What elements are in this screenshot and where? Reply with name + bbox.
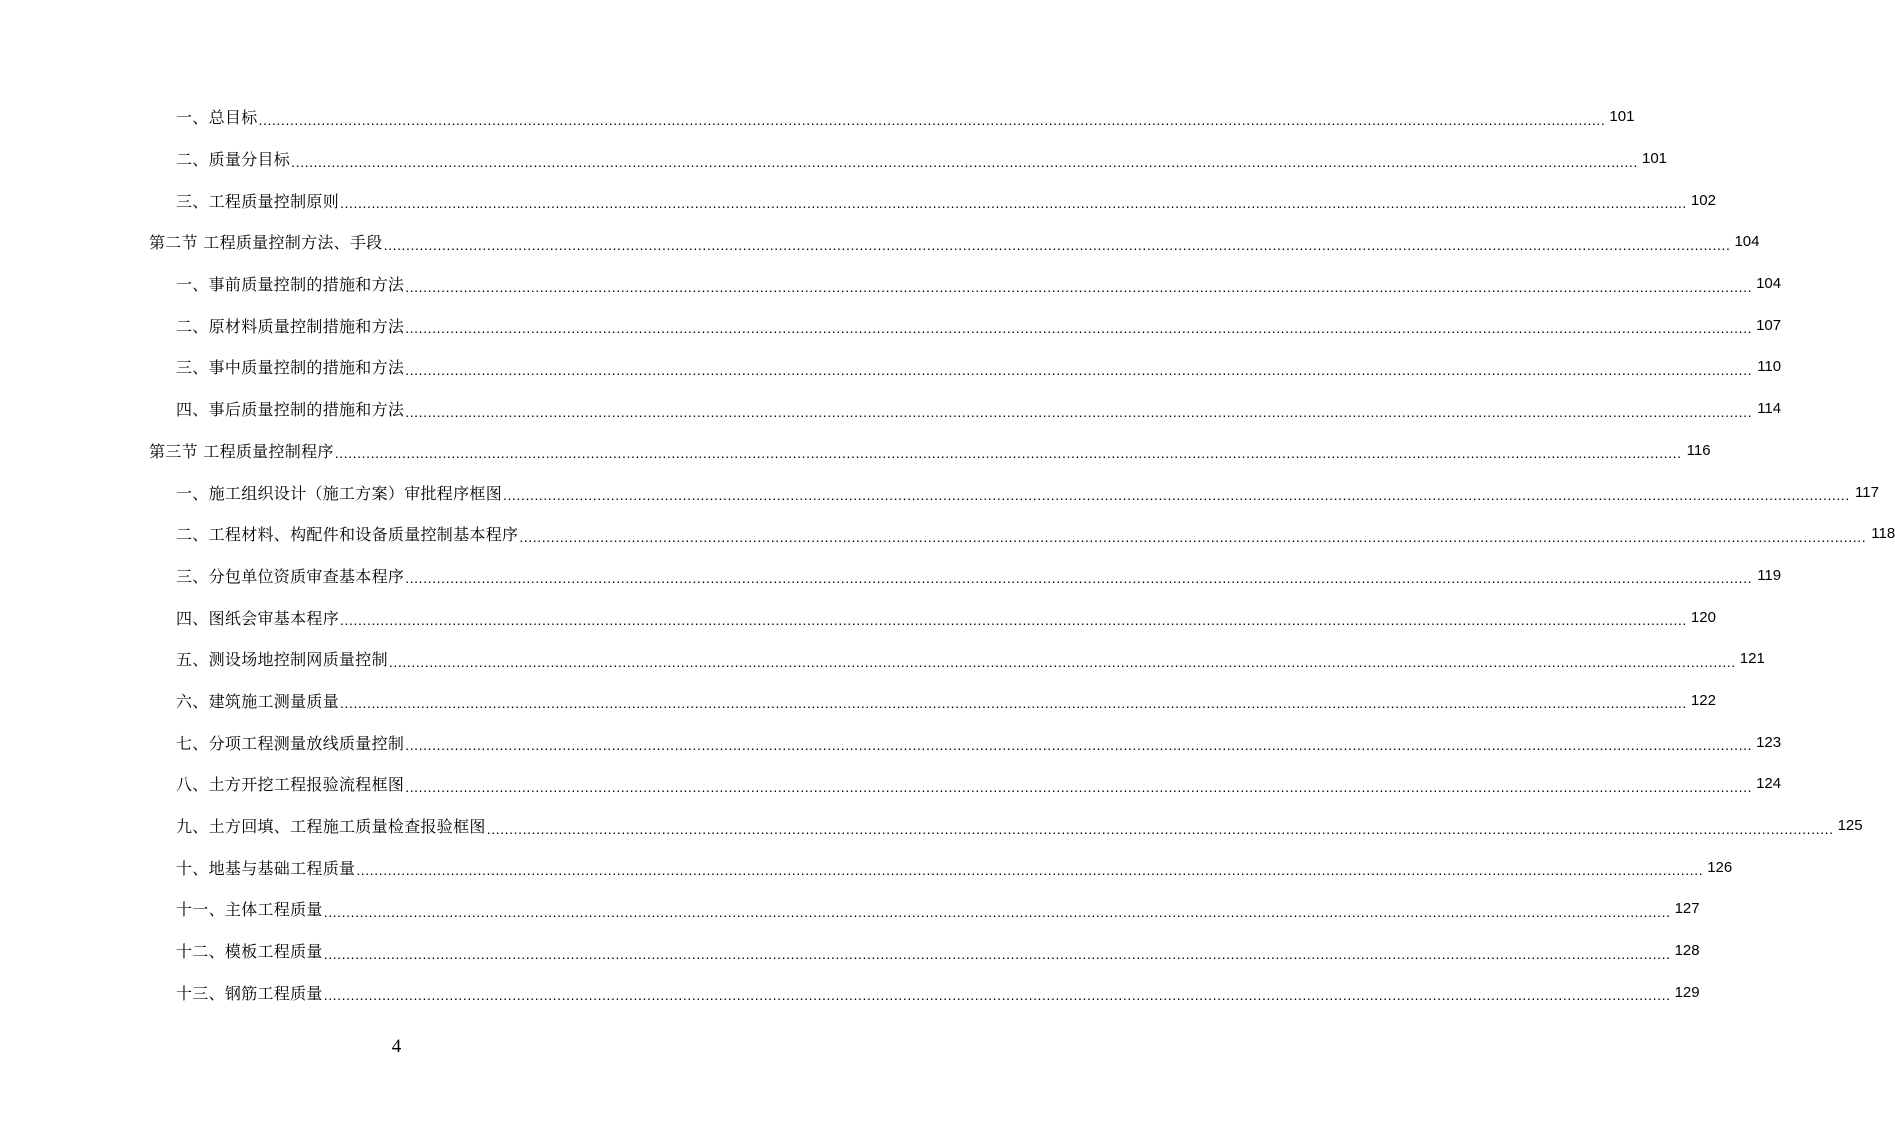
toc-section-heading: [0, 430, 1711, 472]
footer-page-number: 4: [391, 1036, 402, 1057]
toc-dot-leader: ............................................................................................................................................................................................................................................................................................................: [323, 903, 1671, 920]
toc-entry-title: 第二节 工程质量控制方法、手段: [149, 233, 383, 253]
toc-entry-page: 124: [1756, 775, 1782, 793]
toc-entry: [0, 555, 1782, 597]
toc-entry: [0, 763, 1782, 805]
toc-entry-title: 三、工程质量控制原则: [176, 191, 340, 211]
toc-entry: [0, 388, 1782, 430]
toc-entry-title: 二、工程材料、构配件和设备质量控制基本程序: [176, 525, 519, 545]
toc-entry: [0, 471, 1879, 513]
toc-entry-title: 四、图纸会审基本程序: [176, 608, 340, 628]
toc-entry-title: 一、施工组织设计（施工方案）审批程序框图: [176, 483, 503, 503]
toc-entry: [0, 304, 1782, 346]
toc-entry-title: 四、事后质量控制的措施和方法: [176, 400, 405, 420]
toc-entry-title: 二、质量分目标: [176, 150, 291, 170]
toc-dot-leader: ............................................................................................................................................................................................................................................................................................................: [340, 612, 1687, 629]
toc-entry-page: 104: [1756, 275, 1782, 293]
toc-entry-page: 101: [1609, 108, 1635, 126]
toc-dot-leader: ............................................................................................................................................................................................................................................................................................................: [405, 570, 1753, 587]
toc-entry-page: 101: [1641, 150, 1668, 168]
toc-entry-page: 116: [1686, 441, 1711, 459]
toc-dot-leader: ............................................................................................................................................................................................................................................................................................................: [383, 236, 1731, 253]
toc-entry: [0, 971, 1700, 1013]
toc-dot-leader: ............................................................................................................................................................................................................................................................................................................: [405, 737, 1753, 754]
toc-entry-page: 118: [1871, 525, 1895, 543]
toc-entry-page: 114: [1757, 400, 1782, 418]
toc-entry: [0, 596, 1716, 638]
toc-dot-leader: ............................................................................................................................................................................................................................................................................................................: [405, 778, 1753, 795]
toc-entry: [0, 805, 1863, 847]
toc-entry: [0, 930, 1700, 972]
toc-entry-title: 十、地基与基础工程质量: [176, 858, 356, 878]
toc-entry-title: 六、建筑施工测量质量: [176, 691, 340, 711]
toc-entry-title: 七、分项工程测量放线质量控制: [176, 733, 405, 753]
toc-dot-leader: ............................................................................................................................................................................................................................................................................................................: [323, 945, 1671, 962]
toc-entry: [0, 138, 1668, 180]
toc-entry-page: 122: [1690, 691, 1716, 709]
toc-dot-leader: ............................................................................................................................................................................................................................................................................................................: [486, 820, 1834, 837]
toc-entry-title: 一、总目标: [176, 108, 258, 128]
toc-entry: [0, 846, 1733, 888]
toc-dot-leader: ............................................................................................................................................................................................................................................................................................................: [334, 445, 1682, 462]
toc-entry: [0, 263, 1782, 305]
toc-entry-page: 102: [1690, 191, 1716, 209]
toc-entry: [0, 346, 1782, 388]
toc-entry-title: 九、土方回填、工程施工质量检查报验框图: [176, 817, 486, 837]
toc-entry-title: 一、事前质量控制的措施和方法: [176, 275, 405, 295]
toc-dot-leader: ............................................................................................................................................................................................................................................................................................................: [356, 862, 1704, 879]
toc-entry-page: 125: [1837, 817, 1863, 835]
toc-entry-page: 120: [1690, 608, 1716, 626]
toc-entry: [0, 721, 1782, 763]
toc-dot-leader: ............................................................................................................................................................................................................................................................................................................: [388, 653, 1736, 670]
table-of-contents: [0, 96, 1895, 1013]
toc-dot-leader: ............................................................................................................................................................................................................................................................................................................: [519, 528, 1867, 545]
toc-entry: [0, 513, 1895, 555]
toc-dot-leader: ............................................................................................................................................................................................................................................................................................................: [323, 987, 1671, 1004]
toc-entry-title: 十二、模板工程质量: [176, 942, 323, 962]
toc-dot-leader: ............................................................................................................................................................................................................................................................................................................: [340, 695, 1687, 712]
toc-dot-leader: ............................................................................................................................................................................................................................................................................................................: [405, 403, 1753, 420]
toc-entry-title: 三、分包单位资质审查基本程序: [176, 566, 405, 586]
toc-entry-page: 119: [1757, 566, 1782, 584]
toc-entry-page: 110: [1757, 358, 1782, 376]
toc-entry-page: 128: [1674, 942, 1700, 960]
toc-entry-title: 三、事中质量控制的措施和方法: [176, 358, 405, 378]
toc-entry-page: 121: [1739, 650, 1765, 668]
toc-entry-title: 第三节 工程质量控制程序: [149, 441, 334, 461]
toc-entry: [0, 638, 1765, 680]
toc-dot-leader: ............................................................................................................................................................................................................................................................................................................: [258, 111, 1606, 128]
toc-entry-page: 129: [1674, 983, 1700, 1001]
toc-entry: [0, 179, 1716, 221]
toc-entry: [0, 96, 1635, 138]
toc-entry-page: 127: [1674, 900, 1700, 918]
toc-entry: [0, 888, 1700, 930]
toc-entry-title: 十三、钢筋工程质量: [176, 983, 323, 1003]
toc-dot-leader: ............................................................................................................................................................................................................................................................................................................: [405, 320, 1753, 337]
toc-entry-page: 117: [1855, 483, 1879, 501]
toc-entry: [0, 680, 1716, 722]
toc-entry-page: 104: [1734, 233, 1760, 251]
toc-dot-leader: ............................................................................................................................................................................................................................................................................................................: [405, 361, 1753, 378]
toc-dot-leader: ............................................................................................................................................................................................................................................................................................................: [405, 278, 1753, 295]
toc-entry-page: 123: [1756, 733, 1782, 751]
toc-entry-title: 八、土方开挖工程报验流程框图: [176, 775, 405, 795]
toc-entry-title: 十一、主体工程质量: [176, 900, 323, 920]
toc-dot-leader: ............................................................................................................................................................................................................................................................................................................: [503, 487, 1850, 504]
toc-entry-page: 107: [1756, 316, 1782, 334]
toc-entry-title: 二、原材料质量控制措施和方法: [176, 316, 405, 336]
toc-section-heading: [0, 221, 1760, 263]
toc-entry-page: 126: [1707, 858, 1733, 876]
toc-entry-title: 五、测设场地控制网质量控制: [176, 650, 388, 670]
toc-dot-leader: ............................................................................................................................................................................................................................................................................................................: [340, 195, 1687, 212]
toc-dot-leader: ............................................................................................................................................................................................................................................................................................................: [291, 153, 1639, 170]
